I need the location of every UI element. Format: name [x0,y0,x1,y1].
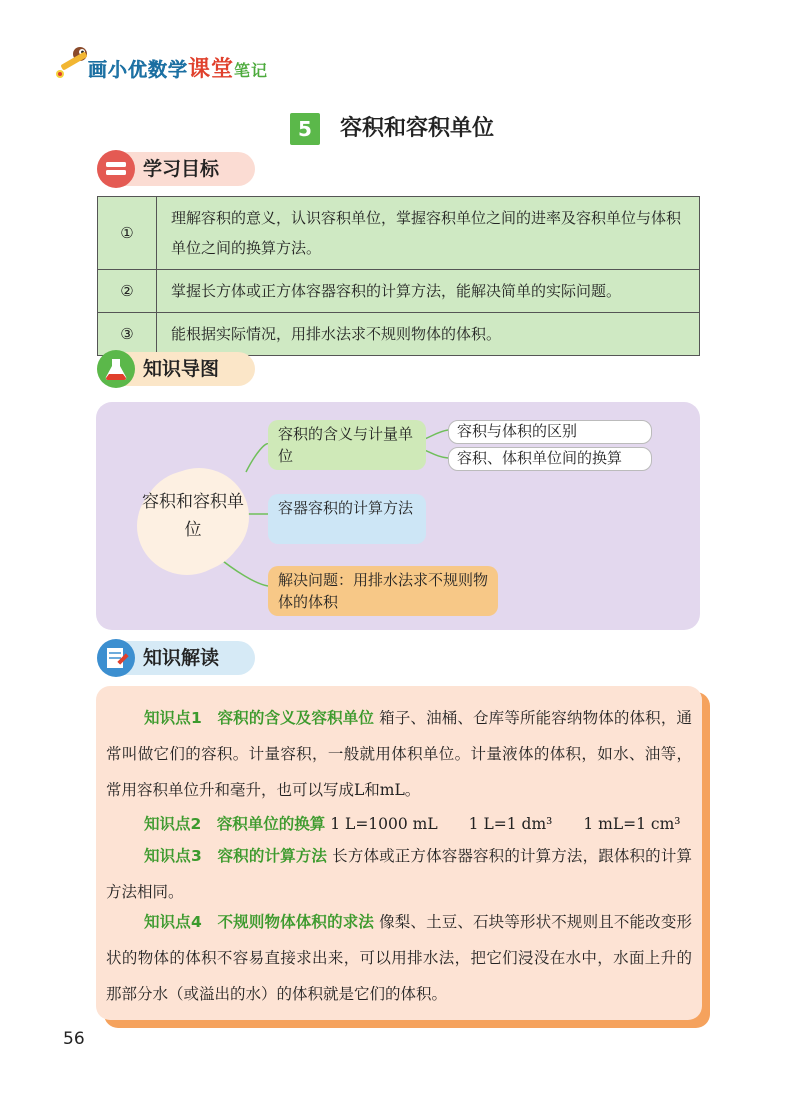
brand-classroom: 课堂 [188,57,235,82]
page-number: 56 [63,1029,85,1049]
knowledge-point-body: 像梨、土豆、石块等形状不规则且不能改变形状的物体的体积不容易直接求出来，可以用排水法，把它们浸没在水中，水面上升的那部分水（或溢出的水）的体积就是它们的体积。 [106,913,692,1003]
mind-map-branch-calculation: 容器容积的计算方法 [268,494,426,544]
mind-map-leaf-difference: 容积与体积的区别 [448,420,652,444]
mind-map-leaf-conversion: 容积、体积单位间的换算 [448,447,652,471]
objective-number: ③ [98,313,157,356]
knowledge-point [106,806,692,842]
section-title: 知识导图 [143,358,220,380]
objective-text: 掌握长方体或正方体容器容积的计算方法，能解决简单的实际问题。 [157,270,700,313]
knowledge-point-body: 箱子、油桶、仓库等所能容纳物体的体积，通常叫做它们的容积。计量容积，一般就用体积单位。计量液体的体积，如水、油等，常用容积单位升和毫升，也可以写成L和mL。 [106,709,692,799]
brand-notes: 笔记 [234,61,269,80]
mind-map-branch-capacity: 容积的含义与计量单位 [268,420,426,470]
objective-number: ① [98,197,157,270]
mind-map-branch-problem: 解决问题：用排水法求不规则物体的体积 [268,566,498,616]
knowledge-point-title: 知识点1 容积的含义及容积单位 [144,709,375,727]
knowledge-point-body: 1 L=1000 mL 1 L=1 dm³ 1 mL=1 cm³ [330,815,681,833]
flask-icon [97,350,135,388]
lesson-number: 5 [290,113,320,145]
knowledge-point [106,838,692,910]
knowledge-point-title: 知识点2 容积单位的换算 [144,815,326,833]
objectives-table [97,196,700,356]
objective-text: 能根据实际情况，用排水法求不规则物体的体积。 [157,313,700,356]
table-row [98,270,700,313]
table-row [98,197,700,270]
notebook-pencil-icon [97,639,135,677]
knowledge-point [106,904,692,1012]
knowledge-point-title: 知识点3 容积的计算方法 [144,847,328,865]
knowledge-point-body: 长方体或正方体容器容积的计算方法，跟体积的计算方法相同。 [106,847,692,901]
objective-number: ② [98,270,157,313]
brand-name: 画小优数学 [88,59,189,81]
brand-logo [52,40,312,90]
section-reading-header [97,641,255,675]
objective-text: 理解容积的意义，认识容积单位，掌握容积单位之间的进率及容积单位与体积单位之间的换算方法。 [157,197,700,270]
section-objectives-header [97,152,255,186]
knowledge-point [106,700,692,808]
book-icon [97,150,135,188]
section-title: 学习目标 [143,158,220,180]
knowledge-point-title: 知识点4 不规则物体体积的求法 [144,913,375,931]
brand-title [88,52,268,83]
lesson-title: 容积和容积单位 [340,116,495,141]
mind-map-center: 容积和容积单位 [142,492,244,540]
section-title: 知识解读 [143,647,220,669]
table-row [98,313,700,356]
section-mindmap-header [97,352,255,386]
